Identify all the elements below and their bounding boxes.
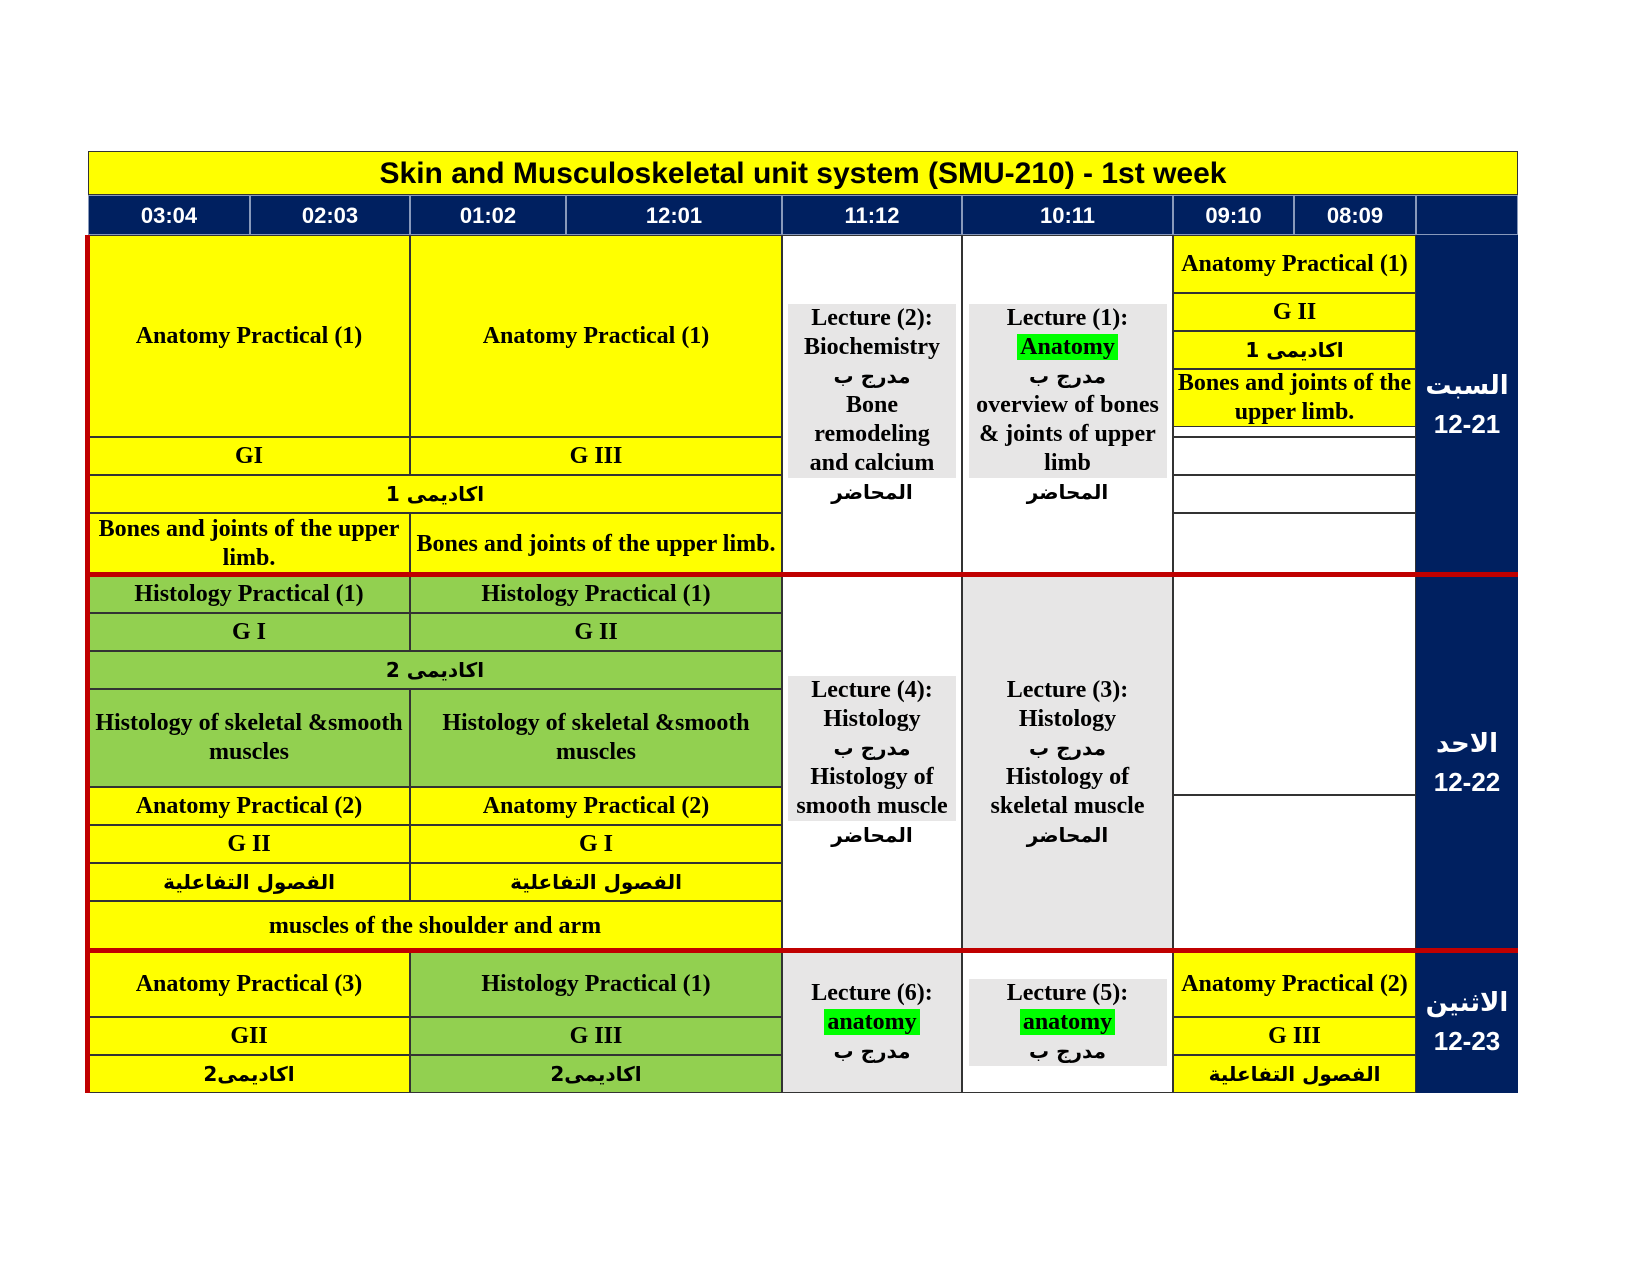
time-label: 12:01 <box>645 202 703 228</box>
sun-right-blank <box>1173 575 1416 795</box>
sat-venue <box>88 475 782 513</box>
lecture-subject-wrap <box>973 333 1163 362</box>
lecture-subject: Anatomy <box>1017 334 1118 360</box>
sun-left-histo-topic <box>88 689 410 787</box>
sat-left-title <box>88 235 410 437</box>
lecture-title: Lecture (4): <box>811 677 933 703</box>
topic-label: Bones and joints of the upper limb. <box>98 516 400 571</box>
sat-mid-group <box>410 437 782 475</box>
sun-left-anat-group <box>88 825 410 863</box>
venue-label: اكاديمى2 <box>550 1061 642 1086</box>
group-label: G III <box>1268 1022 1321 1049</box>
lecture-topic: Bone remodeling and calcium <box>809 391 935 476</box>
lecture-subject: anatomy <box>1020 1009 1115 1035</box>
mon-lecture-5 <box>962 951 1173 1093</box>
group-label: G II <box>227 830 271 857</box>
page-title <box>88 151 1518 195</box>
session-title: Anatomy Practical (1) <box>135 322 363 349</box>
group-label: G II <box>1272 298 1317 325</box>
sat-right-topic <box>1173 369 1416 427</box>
lecture-title: Lecture (1): <box>1006 304 1129 331</box>
venue-label: اكاديمى 1 <box>1245 337 1344 362</box>
mon-right-venue <box>1173 1055 1416 1093</box>
lecturer-label: المحاضر <box>1026 823 1109 847</box>
lecturer-label: المحاضر <box>831 479 913 504</box>
session-title: Anatomy Practical (2) <box>482 792 710 819</box>
time-header <box>782 195 962 235</box>
red-divider-day <box>88 948 1518 953</box>
lecture-subject-wrap <box>973 1008 1163 1037</box>
session-title: Histology Practical (1) <box>134 580 364 607</box>
topic-label: Bones and joints of the upper limb. <box>416 530 776 557</box>
time-header <box>250 195 410 235</box>
mon-mid-group <box>410 1017 782 1055</box>
lecture-box <box>788 304 956 478</box>
schedule-table <box>88 151 1518 1093</box>
day-monday <box>1416 951 1518 1093</box>
day-date: 12-21 <box>1433 409 1501 439</box>
sun-right-blank <box>1173 795 1416 951</box>
red-border-left <box>85 235 90 1093</box>
topic-label: Histology of skeletal &smooth muscles <box>442 710 750 765</box>
time-header <box>1294 195 1416 235</box>
group-label: G I <box>578 830 613 857</box>
session-title: Histology Practical (1) <box>481 580 711 607</box>
sun-lecture-4 <box>782 575 962 951</box>
time-label: 11:12 <box>844 202 900 228</box>
sat-right-group <box>1173 293 1416 331</box>
venue-label: اكاديمى 1 <box>385 481 485 506</box>
mon-left-group <box>88 1017 410 1055</box>
venue-label: الفصول التفاعلية <box>510 869 682 894</box>
sun-left-histo <box>88 575 410 613</box>
sat-right-blank <box>1173 437 1416 475</box>
red-divider-day <box>88 572 1518 577</box>
sat-lecture-1 <box>962 235 1173 575</box>
group-label: GII <box>230 1022 268 1049</box>
lecture-subject: Histology <box>1018 706 1117 732</box>
time-header <box>962 195 1173 235</box>
sat-left-group <box>88 437 410 475</box>
day-name: السبت <box>1425 371 1509 401</box>
mon-left-venue <box>88 1055 410 1093</box>
lecturer-label: المحاضر <box>1026 479 1109 504</box>
lecture-room: مدرج ب <box>833 1038 911 1063</box>
lecture-title: Lecture (2): <box>811 304 933 331</box>
lecturer-label: المحاضر <box>831 823 913 847</box>
lecture-title: Lecture (3): <box>1006 677 1129 703</box>
mon-right-group <box>1173 1017 1416 1055</box>
sun-anat-topic <box>88 901 782 951</box>
sun-mid-histo-topic <box>410 689 782 787</box>
sat-right-title <box>1173 235 1416 293</box>
title-text: Skin and Musculoskeletal unit system (SMU-210) - 1st week <box>379 156 1227 190</box>
session-title: Anatomy Practical (2) <box>1181 970 1408 997</box>
lecture-room: مدرج ب <box>1029 363 1106 388</box>
lecture-topic: overview of bones & joints of upper limb <box>976 391 1159 476</box>
venue-label: اكاديمى 2 <box>385 657 485 682</box>
day-date: 12-23 <box>1433 1026 1501 1056</box>
sat-mid-topic <box>410 513 782 575</box>
sun-left-anat-venue <box>88 863 410 901</box>
day-date: 12-22 <box>1433 767 1501 797</box>
time-header <box>88 195 250 235</box>
session-title: Anatomy Practical (2) <box>135 792 363 819</box>
lecture-box <box>969 304 1167 478</box>
sun-left-histo-group <box>88 613 410 651</box>
sun-lecture-3 <box>962 575 1173 951</box>
lecture-room: مدرج ب <box>833 363 911 388</box>
lecture-room: مدرج ب <box>1029 736 1106 760</box>
time-label: 09:10 <box>1205 202 1262 228</box>
day-sunday <box>1416 575 1518 951</box>
group-label: G I <box>231 618 266 645</box>
venue-label: الفصول التفاعلية <box>163 869 335 894</box>
lecture-room: مدرج ب <box>1029 1038 1106 1063</box>
mon-lecture-6 <box>782 951 962 1093</box>
time-header <box>1173 195 1294 235</box>
topic-label: Bones and joints of the upper limb. <box>1177 370 1412 425</box>
session-title: Anatomy Practical (1) <box>1181 250 1408 277</box>
lecture-subject: Biochemistry <box>804 333 940 360</box>
time-header <box>410 195 566 235</box>
venue-label: الفصول التفاعلية <box>1208 1061 1381 1086</box>
sat-right-venue <box>1173 331 1416 369</box>
sun-histo-venue <box>88 651 782 689</box>
sun-mid-histo <box>410 575 782 613</box>
venue-label: اكاديمى2 <box>203 1061 295 1086</box>
lecture-title: Lecture (5): <box>1006 979 1129 1006</box>
mon-left-title <box>88 951 410 1017</box>
sun-mid-anat-venue <box>410 863 782 901</box>
group-label: G III <box>569 442 623 469</box>
sat-right-blank <box>1173 475 1416 513</box>
lecture-title: Lecture (6): <box>811 979 933 1006</box>
sun-mid-histo-group <box>410 613 782 651</box>
time-label: 01:02 <box>459 202 517 228</box>
session-title: Anatomy Practical (3) <box>135 970 363 997</box>
sat-lecture-2 <box>782 235 962 575</box>
lecture-box <box>969 979 1167 1066</box>
day-name: الاحد <box>1435 729 1499 759</box>
day-name: الاثنين <box>1425 988 1509 1018</box>
lecture-subject-wrap <box>824 1008 919 1037</box>
sat-mid-title <box>410 235 782 437</box>
mon-mid-title <box>410 951 782 1017</box>
sun-mid-anat <box>410 787 782 825</box>
lecture-room: مدرج ب <box>833 736 911 760</box>
session-title: Anatomy Practical (1) <box>482 322 710 349</box>
lecture-subject: Histology <box>823 706 921 732</box>
time-label: 08:09 <box>1326 202 1384 228</box>
time-label: 03:04 <box>140 202 198 228</box>
mon-mid-venue <box>410 1055 782 1093</box>
time-label: 02:03 <box>301 202 359 228</box>
header-corner <box>1416 195 1518 235</box>
topic-label: Histology of skeletal &smooth muscles <box>95 710 403 765</box>
time-label: 10:11 <box>1039 202 1096 228</box>
group-label: G III <box>569 1022 623 1049</box>
sat-left-topic <box>88 513 410 575</box>
time-header <box>566 195 782 235</box>
lecture-topic: Histology of skeletal muscle <box>990 764 1145 819</box>
lecture-topic: Histology of smooth muscle <box>796 764 948 819</box>
sat-right-blank <box>1173 513 1416 575</box>
sat-right-blank <box>1173 427 1416 437</box>
lecture-box <box>788 676 956 821</box>
group-label: G II <box>574 618 618 645</box>
group-label: GI <box>234 442 263 469</box>
sun-mid-anat-group <box>410 825 782 863</box>
topic-label: muscles of the shoulder and arm <box>268 912 602 939</box>
day-saturday <box>1416 235 1518 575</box>
sun-left-anat <box>88 787 410 825</box>
session-title: Histology Practical (1) <box>481 970 711 997</box>
lecture-subject: anatomy <box>824 1009 919 1035</box>
mon-right-title <box>1173 951 1416 1017</box>
